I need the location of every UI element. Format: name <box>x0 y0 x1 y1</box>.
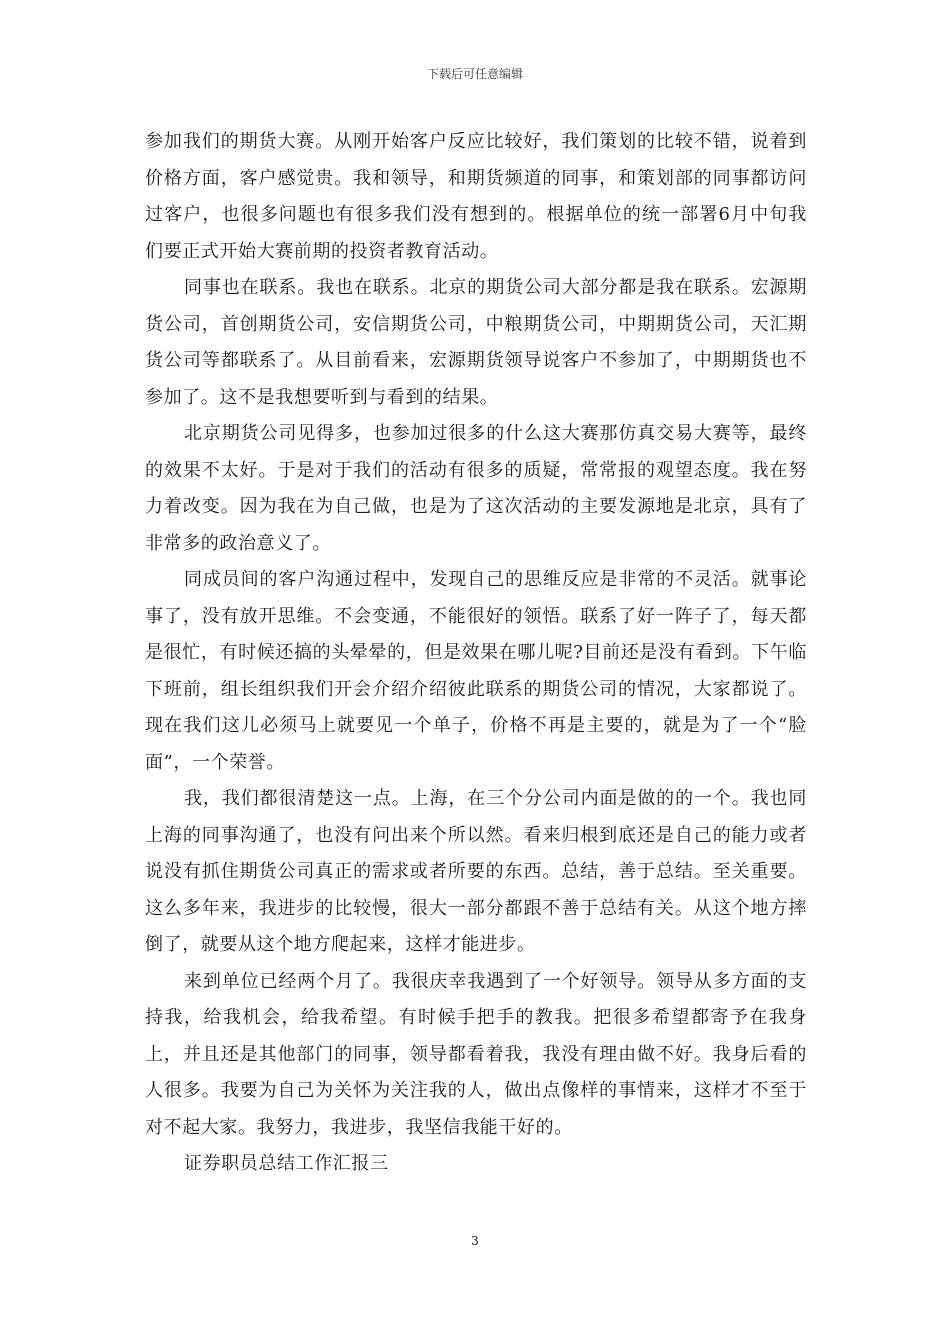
section-title: 证券职员总结工作汇报三 <box>184 1153 389 1174</box>
paragraph: 北京期货公司见得多，也参加过很多的什么这大赛那仿真交易大赛等，最终的效果不太好。于是对于我们的活动有很多的质疑，常常报的观望态度。我在努力着改变。因为我在为自己做，也是为了这次活动的主要发源地是北京，具有了非常多的政治意义了。 <box>145 423 807 554</box>
paragraph: 参加我们的期货大赛。从刚开始客户反应比较好，我们策划的比较不错，说着到价格方面，客户感觉贵。我和领导，和期货频道的同事，和策划部的同事都访问过客户，也很多问题也有很多我们没有想到的。根据单位的统一部署6月中旬我们要正式开始大赛前期的投资者教育活动。 <box>145 131 807 262</box>
paragraph: 我，我们都很清楚这一点。上海，在三个分公司内面是做的的一个。我也同上海的同事沟通了，也没有问出来个所以然。看来归根到底还是自己的能力或者说没有抓住期货公司真正的需求或者所要的东西。总结，善于总结。至关重要。这么多年来，我进步的比较慢，很大一部分都跟不善于总结有关。从这个地方摔倒了，就要从这个地方爬起来，这样才能进步。 <box>145 788 807 955</box>
page-number: 3 <box>471 1234 479 1248</box>
paragraph: 同成员间的客户沟通过程中，发现自己的思维反应是非常的不灵活。就事论事了，没有放开思维。不会变通，不能很好的领悟。联系了好一阵子了，每天都是很忙，有时候还搞的头晕晕的，但是效果在哪儿呢?目前还是没有看到。下午临下班前，组长组织我们开会介绍介绍彼此联系的期货公司的情况，大家都说了。现在我们这儿必须马上就要见一个单子，价格不再是主要的，就是为了一个“脸面”，一个荣誉。 <box>145 569 807 773</box>
page-header: 下载后可任意编辑 <box>426 67 523 81</box>
paragraph: 来到单位已经两个月了。我很庆幸我遇到了一个好领导。领导从多方面的支持我，给我机会，给我希望。有时候手把手的教我。把很多希望都寄予在我身上，并且还是其他部门的同事，领导都看着我，我没有理由做不好。我身后看的人很多。我要为自己为关怀为关注我的人，做出点像样的事情来，这样才不至于对不起大家。我努力，我进步，我坚信我能干好的。 <box>145 970 807 1138</box>
paragraph: 同事也在联系。我也在联系。北京的期货公司大部分都是我在联系。宏源期货公司，首创期货公司，安信期货公司，中粮期货公司，中期期货公司，天汇期货公司等都联系了。从目前看来，宏源期货领导说客户不参加了，中期期货也不参加了。这不是我想要听到与看到的结果。 <box>145 277 807 408</box>
document-body <box>145 124 807 1183</box>
